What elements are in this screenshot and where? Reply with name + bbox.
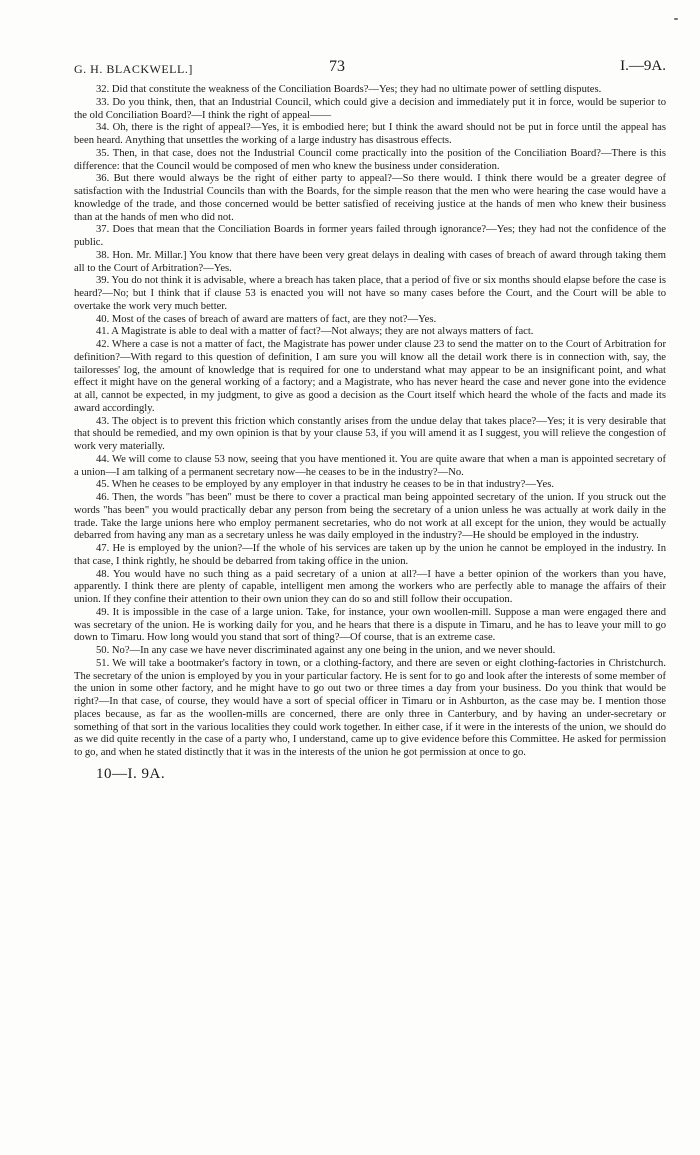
paragraph-44: 44. We will come to clause 53 now, seeing that you have mentioned it. You are quite aware that when a man is appointed secretary of a union—I am talking of a permanent secretary now—he ceases to be in the industry?—No. [74,453,666,478]
page-header [74,58,666,84]
page-footer-signature: 10—I. 9A. [96,765,166,782]
paragraph-38: 38. Hon. Mr. Millar.] You know that there have been very great delays in dealing with cases of breach of award through taking them all to the Court of Arbitration?—Yes. [74,249,666,274]
paragraph-37: 37. Does that mean that the Conciliation Boards in former years failed through ignorance?—Yes; they had not the confidence of the public. [74,224,666,248]
paragraph-51: 51. We will take a bootmaker's factory in town, or a clothing-factory, and there are seven or eight clothing-factories in Christchurch. The secretary of the union is employed by you in your particular factory. He is sent for to go and look after the interests of some member of the union in some other factory, and he might have to go out two or three times a day from your business. Do you think that would be right?—In that case, of course, they would have a sort of special officer in Timaru or in Ashburton, as the case may be. I mention those places because, as far as the woollen-mills are concerned, there are only three in Canterbury, and by having an under-secretary or something of that sort in the various localities they could work together. In either case, if it were in the interests of the union, we should do as we did quite recently in the case of a party who, I understand, came up to give evidence before this Committee. He asked for permission to go, and when he stated distinctly that it was in the interests of the union he got permission at once to go. [74,657,666,758]
document-page [74,58,666,783]
paragraph-45: 45. When he ceases to be employed by any employer in that industry he ceases to be in that industry?—Yes. [96,479,554,491]
paragraph-40: 40. Most of the cases of breach of award are matters of fact, are they not?—Yes. [96,313,437,325]
paragraph-39: 39. You do not think it is advisable, where a breach has taken place, that a period of five or six months should elapse before the case is heard?—No; but I think that if clause 53 is enacted you will not have so many cases before the Court, and the Court will be able to overtake the work very much better. [74,275,666,312]
paragraph-49: 49. It is impossible in the case of a large union. Take, for instance, your own woollen-mill. Suppose a man were engaged there and was secretary of the union. He is working daily for you, and he hears that there is a dispute in Timaru, and he has to leave your mill to go down to Timaru. How long would you stand that sort of thing?—Of course, that is an extreme case. [74,606,666,644]
paragraph-42: 42. Where a case is not a matter of fact, the Magistrate has power under clause 23 to send the matter on to the Court of Arbitration for definition?—With regard to this question of definition, I am sure you will know all the detail work there is in connection with, say, the tailoresses' log, the amount of knowledge that is required for one to understand what may appear to be an insignificant point, and what effect it might have on the general working of a factory; and a Magistrate, who has never heard the case and never gone into the evidence at all, cannot be expected, in my judgment, to give as good a decision as the Court itself which heard the whole of the facts and made its award accordingly. [74,339,666,414]
header-paper-code: I.—9A. [620,58,666,74]
header-witness-name: G. H. BLACKWELL.] [74,62,193,76]
paragraph-48: 48. You would have no such thing as a paid secretary of a union at all?—I have a better opinion of the workers than you have, apparently. I think there are plenty of capable, intelligent men among the workers who are perfectly able to manage the affairs of their union. If they confine their attention to their own union they can do so and still follow their occupation. [74,568,666,605]
paragraph-47: 47. He is employed by the union?—If the whole of his services are taken up by the union he cannot be employed in the industry. In that case, I think rightly, he should be debarred from taking office in the union. [74,543,666,567]
paragraph-34: 34. Oh, there is the right of appeal?—Yes, it is embodied here; but I think the award should not be put in force until the appeal has been heard. Anything that unsettles the working of a large industry has disastrous effects. [74,122,666,146]
paragraph-32: 32. Did that constitute the weakness of the Conciliation Boards?—Yes; they had no ultimate power of settling disputes. [96,84,602,95]
paragraph-50: 50. No?—In any case we have never discriminated against any one being in the union, and we never should. [96,645,556,656]
paragraph-43: 43. The object is to prevent this friction which constantly arises from the undue delay that takes place?—Yes; it is very desirable that that should be remedied, and my own opinion is that by your clause 53, if you will amend it as I suggest, you will relieve the congestion of work very materially. [74,415,666,452]
paragraph-36: 36. But there would always be the right of either party to appeal?—So there would. I think there would be a greater degree of satisfaction with the Industrial Councils than with the Boards, for the simple reason that the men who were hearing the case would have a knowledge of the trade, and those concerned would be better satisfied of receiving justice at the hands of men who knew their business than at the hands of men who did not. [74,173,666,223]
paragraph-46: 46. Then, the words "has been" must be there to cover a practical man being appointed secretary of the union. If you struck out the words "has been" you would practically debar any person from being the secretary of a union unless he was actually at work daily in the trade. Take the large unions here who employ permanent secretaries, who do not work at all except for the union, they would be actually debarred from having any man as a secretary unless he was daily employed in the industry?—He should be employed in the industry. [74,492,666,542]
paragraph-35: 35. Then, in that case, does not the Industrial Council come practically into the position of the Conciliation Board?—There is this difference: that the Council would be composed of men who knew the business under consideration. [74,147,666,172]
document-body [74,84,666,760]
paragraph-41: 41. A Magistrate is able to deal with a matter of fact?—Not always; they are not always matters of fact. [96,326,534,338]
paragraph-33: 33. Do you think, then, that an Industrial Council, which could give a decision and immediately put it in force, would be superior to the old Conciliation Board?—I think the right of appeal—— [74,96,666,121]
page-speck [674,18,678,20]
header-page-number: 73 [329,58,345,75]
